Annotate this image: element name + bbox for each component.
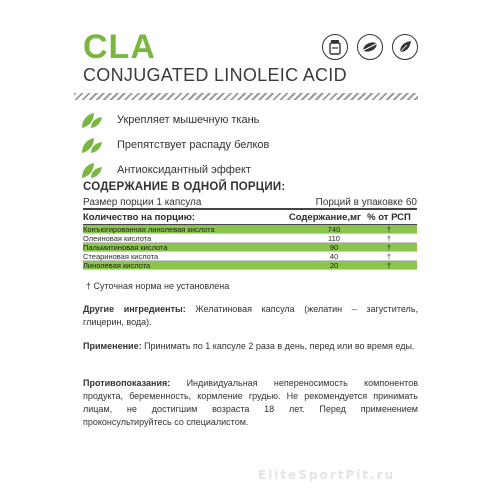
nutrient-amount: 740 (327, 224, 341, 234)
usage-label: Применение: (83, 341, 142, 351)
nutrient-name: Стеариновая кислота (83, 251, 159, 261)
usage (83, 340, 418, 353)
contraindications-text: Индивидуальная непереносимость компонентов продукта, беременность, кормление грудью. Не рекомендуется принимать лицам, не достигшим возраста 18 лет. Перед применением проконсультируйтесь со специалистом. (83, 378, 418, 427)
nutrient-rsp: † (386, 224, 392, 234)
nutrient-amount: 110 (328, 233, 340, 243)
feature-icons (322, 34, 418, 60)
other-ingredients (83, 303, 418, 329)
nutrient-amount: 40 (329, 251, 339, 261)
leaf-circle-icon (392, 34, 418, 60)
benefit-text: Антиоксидантный эффект (117, 164, 251, 176)
nutrient-amount: 20 (329, 260, 339, 270)
benefit-text: Препятствует распаду белков (117, 139, 270, 151)
decorative-stripe (74, 93, 418, 100)
nutrient-name: Конъюгированная линолевая кислота (83, 224, 215, 234)
benefit-text: Укрепляет мышечную ткань (117, 114, 260, 126)
benefit-item (81, 158, 269, 182)
leaf-icon (81, 111, 103, 129)
nutrient-rsp: † (386, 260, 392, 270)
footnote: † Суточная норма не установлена (86, 281, 230, 291)
benefits-list (81, 108, 269, 183)
other-ingredients-text: Желатиновая капсула (желатин – загуститель, глицерин, вода). (83, 304, 419, 327)
usage-text: Принимать по 1 капсуле 2 раза в день, перед или во время еды. (141, 341, 415, 351)
nutrient-amount: 90 (329, 242, 339, 252)
nutrient-name: Линолевая кислота (83, 260, 151, 270)
contraindications (83, 377, 418, 429)
column-header: % от РСП (367, 211, 411, 223)
table-header (83, 208, 417, 225)
other-ingredients-label: Другие ингредиенты: (83, 304, 186, 314)
column-header: Количество на порцию: (83, 211, 195, 223)
leaf-icon (81, 161, 103, 179)
product-title: CLA (83, 28, 156, 66)
nutrient-rsp: † (386, 242, 392, 252)
column-header: Содержание,мг (288, 211, 361, 223)
watermark: EliteSportPit.ru (258, 468, 396, 482)
serving-size: Размер порции 1 капсула (83, 197, 202, 208)
nutrition-table (83, 208, 417, 270)
nutrition-heading: СОДЕРЖАНИЕ В ОДНОЙ ПОРЦИИ: (83, 181, 286, 193)
nutrient-name: Пальмитиновая кислота (83, 242, 168, 252)
servings-per-pack: Порций в упаковке 60 (315, 197, 417, 208)
contraindications-label: Противопоказания: (83, 378, 171, 388)
product-subtitle: CONJUGATED LINOLEIC ACID (83, 65, 347, 85)
jar-icon (322, 34, 348, 60)
seed-icon (357, 34, 383, 60)
nutrient-rsp: † (386, 233, 392, 243)
benefit-item (81, 108, 269, 132)
nutrient-rsp: † (386, 251, 392, 261)
benefit-item (81, 133, 269, 157)
leaf-icon (81, 136, 103, 154)
serving-info (83, 197, 417, 208)
nutrient-name: Олеиновая кислота (83, 233, 152, 243)
table-row (83, 261, 417, 270)
